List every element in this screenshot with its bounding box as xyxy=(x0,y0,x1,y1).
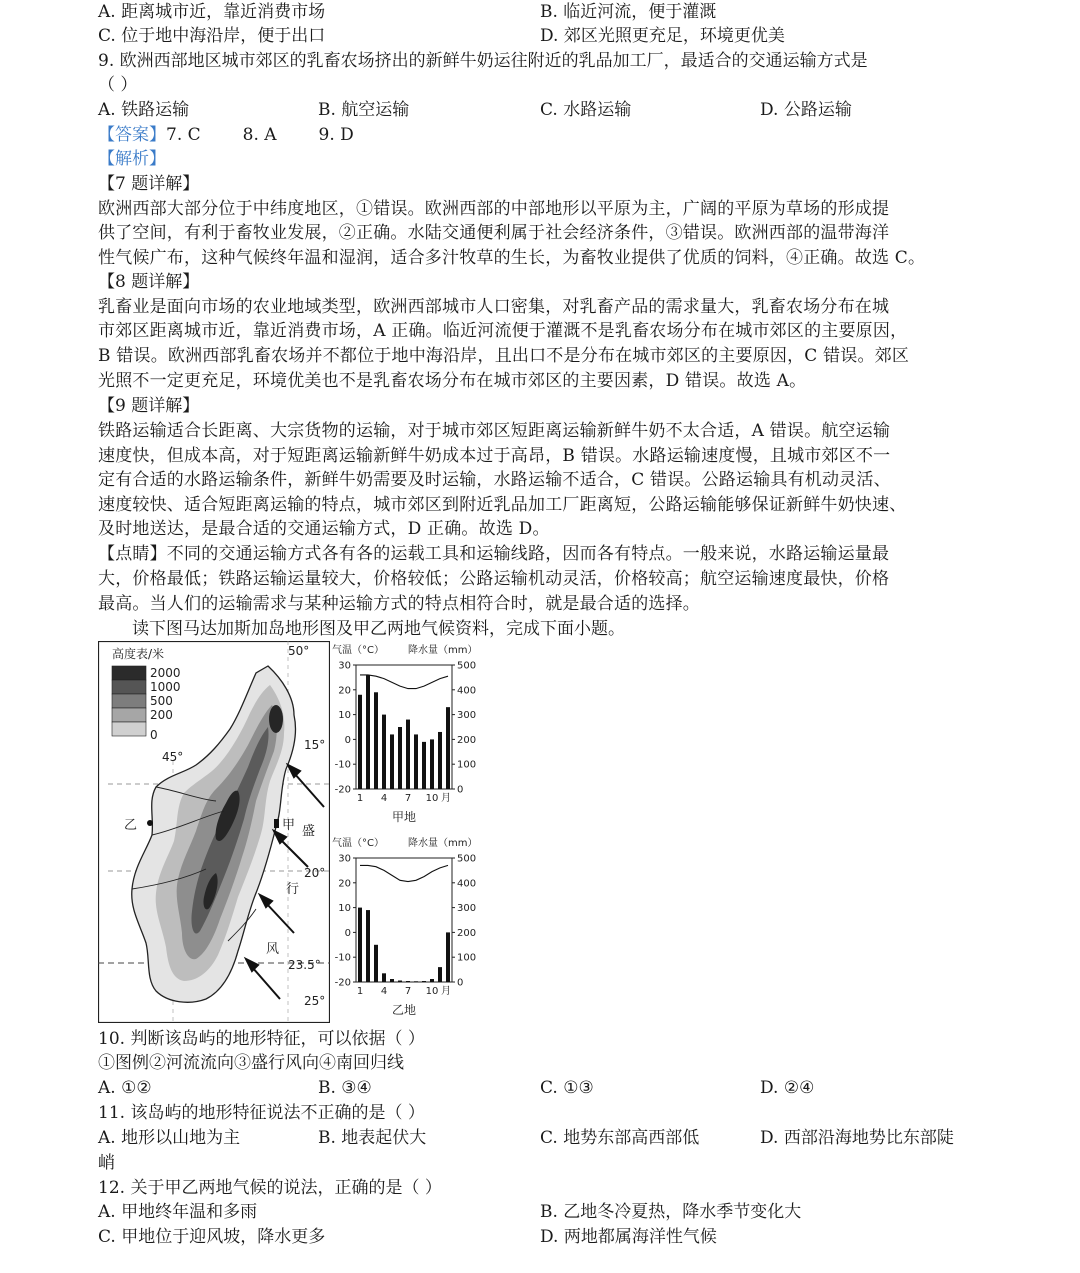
detail9-line: 速度快，但成本高，对于短距离运输新鲜牛奶成本过于高昂，B 错误。水路运输速度慢，且城市郊区不一 xyxy=(98,446,891,466)
answer-tag: 【答案】 xyxy=(98,125,166,145)
jia-month-label: 4 xyxy=(380,793,388,804)
wind-label: 盛 xyxy=(302,824,316,839)
analysis-tag: 【解析】 xyxy=(98,149,166,169)
yi-month-label: 月 xyxy=(441,986,451,997)
jia-month-label: 1 xyxy=(356,793,364,804)
yi-precip-tick-label: 0 xyxy=(457,977,464,989)
q8-option-b: B. 临近河流，便于灌溉 xyxy=(540,2,717,22)
jia-precip-tick-label: 300 xyxy=(457,710,477,722)
q9-option-a: A. 铁路运输 xyxy=(98,100,190,120)
q10-option-b: B. ③④ xyxy=(318,1078,372,1098)
climate-chart-jia xyxy=(330,641,490,831)
q9-option-b: B. 航空运输 xyxy=(318,100,410,120)
lat-label: 20° xyxy=(304,866,326,880)
jia-temp-tick-label: 0 xyxy=(344,734,351,746)
jia-temp-tick-label: 30 xyxy=(338,660,351,672)
yi-precip-bar xyxy=(390,979,394,982)
yi-precip-tick-label: 100 xyxy=(457,952,477,964)
jia-precip-bar xyxy=(358,695,362,789)
jia-precip-tick-label: 0 xyxy=(457,784,464,796)
q11-option-c: C. 地势东部高西部低 xyxy=(540,1128,700,1148)
q8-option-c: C. 位于地中海沿岸，便于出口 xyxy=(98,26,326,46)
lon-label: 50° xyxy=(288,644,310,658)
q12-option-b: B. 乙地冬冷夏热，降水季节变化大 xyxy=(540,1202,802,1222)
detail8-line: 光照不一定更充足，环境优美也不是乳畜农场分布在城市郊区的主要因素，D 错误。故选 A。 xyxy=(98,371,807,391)
jia-precip-bar xyxy=(398,727,402,789)
jia-precip-bar xyxy=(390,734,394,789)
jia-temp-tick-label: 20 xyxy=(338,685,351,697)
yi-month-label: 1 xyxy=(356,986,364,997)
yi-temp-line xyxy=(360,865,448,881)
jia-precip-tick-label: 400 xyxy=(457,685,477,697)
lon-label: 45° xyxy=(162,750,184,764)
yi-temp-tick-label: -10 xyxy=(334,952,351,964)
detail9-line: 速度较快、适合短距离运输的特点，城市郊区到附近乳品加工厂距离短，公路运输能够保证新鲜牛奶快速、 xyxy=(98,495,907,515)
jia-precip-bar xyxy=(382,715,386,789)
legend-title: 高度表/米 xyxy=(112,647,165,661)
yi-precip-bar xyxy=(446,932,450,982)
lat-label: 25° xyxy=(304,994,326,1008)
madagascar-map xyxy=(98,641,330,1023)
legend-swatch xyxy=(112,694,146,708)
yi-precip-bar xyxy=(422,981,426,982)
q11-option-b: B. 地表起伏大 xyxy=(318,1128,427,1148)
q8-option-d: D. 郊区光照更充足，环境更优美 xyxy=(540,26,785,46)
jia-precip-tick-label: 200 xyxy=(457,734,477,746)
detail8-line: B 错误。欧洲西部乳畜农场并不都位于地中海沿岸，且出口不是分布在城市郊区的主要原因，C 错误。郊区 xyxy=(98,346,910,366)
tip-line: 【点睛】不同的交通运输方式各有各的运载工具和运输线路，因而各有特点。一般来说，水路运输运量最 xyxy=(98,544,890,564)
q11-option-d-cont: 峭 xyxy=(98,1153,115,1173)
yi-month-label: 4 xyxy=(380,986,388,997)
jia-temp-tick-label: -20 xyxy=(334,784,351,796)
detail9-title: 【9 题详解】 xyxy=(98,396,200,416)
q12-option-a: A. 甲地终年温和多雨 xyxy=(98,1202,258,1222)
jia-precip-bar xyxy=(414,734,418,789)
yi-temp-label: 气温（°C） xyxy=(332,838,384,849)
yi-precip-bar xyxy=(430,979,434,982)
answer-9: 9. D xyxy=(318,125,354,145)
q10-items: ①图例②河流流向③盛行风向④南回归线 xyxy=(98,1053,404,1073)
jia-temp-tick-label: 10 xyxy=(338,710,351,722)
jia-month-label: 月 xyxy=(441,793,451,804)
q11-stem: 11. 该岛屿的地形特征说法不正确的是（ ） xyxy=(98,1103,425,1123)
legend-label: 1000 xyxy=(150,680,181,694)
q12-stem: 12. 关于甲乙两地气候的说法，正确的是（ ） xyxy=(98,1178,442,1198)
q9-option-d: D. 公路运输 xyxy=(760,100,852,120)
yi-precip-bar xyxy=(382,973,386,982)
yi-precip-tick-label: 500 xyxy=(457,853,477,865)
yi-precip-tick-label: 400 xyxy=(457,878,477,890)
jia-plot-frame xyxy=(356,665,452,789)
q9-stem: 9. 欧洲西部地区城市郊区的乳畜农场挤出的新鲜牛奶运往附近的乳品加工厂，最适合的交通运输方式是 xyxy=(98,51,868,71)
yi-precip-bar xyxy=(414,981,418,982)
jia-precip-bar xyxy=(366,675,370,789)
yi-temp-tick-label: 0 xyxy=(344,927,351,939)
jia-temp-label: 气温（°C） xyxy=(332,645,384,656)
legend-label: 500 xyxy=(150,694,173,708)
q9-option-c: C. 水路运输 xyxy=(540,100,632,120)
q10-option-c: C. ①③ xyxy=(540,1078,594,1098)
legend-label: 0 xyxy=(150,728,158,742)
jia-precip-tick-label: 500 xyxy=(457,660,477,672)
yi-temp-tick-label: 20 xyxy=(338,878,351,890)
tip-line: 大，价格最低；铁路运输运量较大，价格较低；公路运输机动灵活，价格较高；航空运输速度最快，价格 xyxy=(98,569,890,589)
jia-precip-bar xyxy=(430,739,434,789)
legend-swatch xyxy=(112,722,146,736)
q10-stem: 10. 判断该岛屿的地形特征，可以依据（ ） xyxy=(98,1029,425,1049)
q10-option-a: A. ①② xyxy=(98,1078,152,1098)
legend-swatch xyxy=(112,680,146,694)
q11-option-a: A. 地形以山地为主 xyxy=(98,1128,241,1148)
q12-option-c: C. 甲地位于迎风坡，降水更多 xyxy=(98,1227,326,1247)
climate-chart-yi xyxy=(330,834,490,1024)
jia-month-label: 7 xyxy=(404,793,412,804)
yi-plot-frame xyxy=(356,858,452,982)
jia-precip-bar xyxy=(438,732,442,789)
station-yi xyxy=(147,820,153,826)
yi-precip-bar xyxy=(374,945,378,982)
yi-month-label: 7 xyxy=(404,986,412,997)
yi-precip-bar xyxy=(398,981,402,982)
station-jia-label: 甲 xyxy=(282,818,296,833)
yi-precip-tick-label: 200 xyxy=(457,927,477,939)
detail7-title: 【7 题详解】 xyxy=(98,174,200,194)
detail8-line: 乳畜业是面向市场的农业地域类型，欧洲西部城市人口密集，对乳畜产品的需求量大，乳畜农场分布在城 xyxy=(98,297,890,317)
legend-label: 200 xyxy=(150,708,173,722)
lat-label: 23.5° xyxy=(288,958,321,972)
jia-precip-bar xyxy=(422,742,426,789)
legend-label: 2000 xyxy=(150,666,181,680)
yi-precip-bar xyxy=(358,908,362,982)
wind-label: 风 xyxy=(266,942,280,957)
jia-temp-line xyxy=(360,675,448,689)
lat-label: 15° xyxy=(304,738,326,752)
wind-label: 行 xyxy=(286,882,300,897)
jia-precip-bar xyxy=(374,692,378,789)
detail8-line: 市郊区距离城市近，靠近消费市场，A 正确。临近河流便于灌溉不是乳畜农场分布在城市郊区的主要原因， xyxy=(98,321,908,341)
q9-paren: （ ） xyxy=(98,75,138,95)
yi-month-label: 10 xyxy=(425,986,439,997)
detail7-line: 欧洲西部大部分位于中纬度地区，①错误。欧洲西部的中部地形以平原为主，广阔的平原为草场的形成提 xyxy=(98,199,890,219)
jia-temp-tick-label: -10 xyxy=(334,759,351,771)
answer-line xyxy=(98,123,354,147)
yi-precip-tick-label: 300 xyxy=(457,903,477,915)
yi-temp-tick-label: 10 xyxy=(338,903,351,915)
station-yi-label: 乙 xyxy=(124,818,138,833)
yi-station-name: 乙地 xyxy=(391,1003,417,1017)
yi-temp-tick-label: -20 xyxy=(334,977,351,989)
detail9-line: 及时地送达，是最合适的交通运输方式，D 正确。故选 D。 xyxy=(98,519,550,539)
q12-option-d: D. 两地都属海洋性气候 xyxy=(540,1227,717,1247)
q8-option-a: A. 距离城市近，靠近消费市场 xyxy=(98,2,326,22)
jia-precip-bar xyxy=(446,707,450,789)
legend-swatch xyxy=(112,666,146,680)
station-jia xyxy=(274,819,279,828)
figure-intro: 读下图马达加斯加岛地形图及甲乙两地气候资料，完成下面小题。 xyxy=(132,619,625,639)
detail9-line: 定有合适的水路运输条件，新鲜牛奶需要及时运输，水路运输不适合，C 错误。公路运输具有机动灵活、 xyxy=(98,470,891,490)
legend-swatch xyxy=(112,708,146,722)
q11-option-d: D. 西部沿海地势比东部陡 xyxy=(760,1128,954,1148)
jia-precip-label: 降水量（mm） xyxy=(408,645,478,656)
yi-precip-bar xyxy=(438,967,442,982)
detail8-title: 【8 题详解】 xyxy=(98,272,200,292)
answer-7: 7. C xyxy=(166,125,201,145)
jia-precip-bar xyxy=(406,720,410,789)
yi-temp-tick-label: 30 xyxy=(338,853,351,865)
terrain-above-2000 xyxy=(269,705,283,733)
answer-8: 8. A xyxy=(242,125,277,145)
jia-month-label: 10 xyxy=(425,793,439,804)
detail7-line: 性气候广布，这种气候终年温和湿润，适合多汁牧草的生长，为畜牧业提供了优质的饲料，④正确。故选 C。 xyxy=(98,248,926,268)
detail9-line: 铁路运输适合长距离、大宗货物的运输，对于城市郊区短距离运输新鲜牛奶不太合适，A 错误。航空运输 xyxy=(98,421,891,441)
yi-precip-label: 降水量（mm） xyxy=(408,838,478,849)
jia-precip-tick-label: 100 xyxy=(457,759,477,771)
detail7-line: 供了空间，有利于畜牧业发展，②正确。水陆交通便利属于社会经济条件，③错误。欧洲西部的温带海洋 xyxy=(98,223,890,243)
yi-precip-bar xyxy=(366,910,370,982)
q10-option-d: D. ②④ xyxy=(760,1078,815,1098)
jia-station-name: 甲地 xyxy=(391,810,417,824)
tip-line: 最高。当人们的运输需求与某种运输方式的特点相符合时，就是最合适的选择。 xyxy=(98,594,700,614)
yi-precip-bar xyxy=(406,981,410,982)
